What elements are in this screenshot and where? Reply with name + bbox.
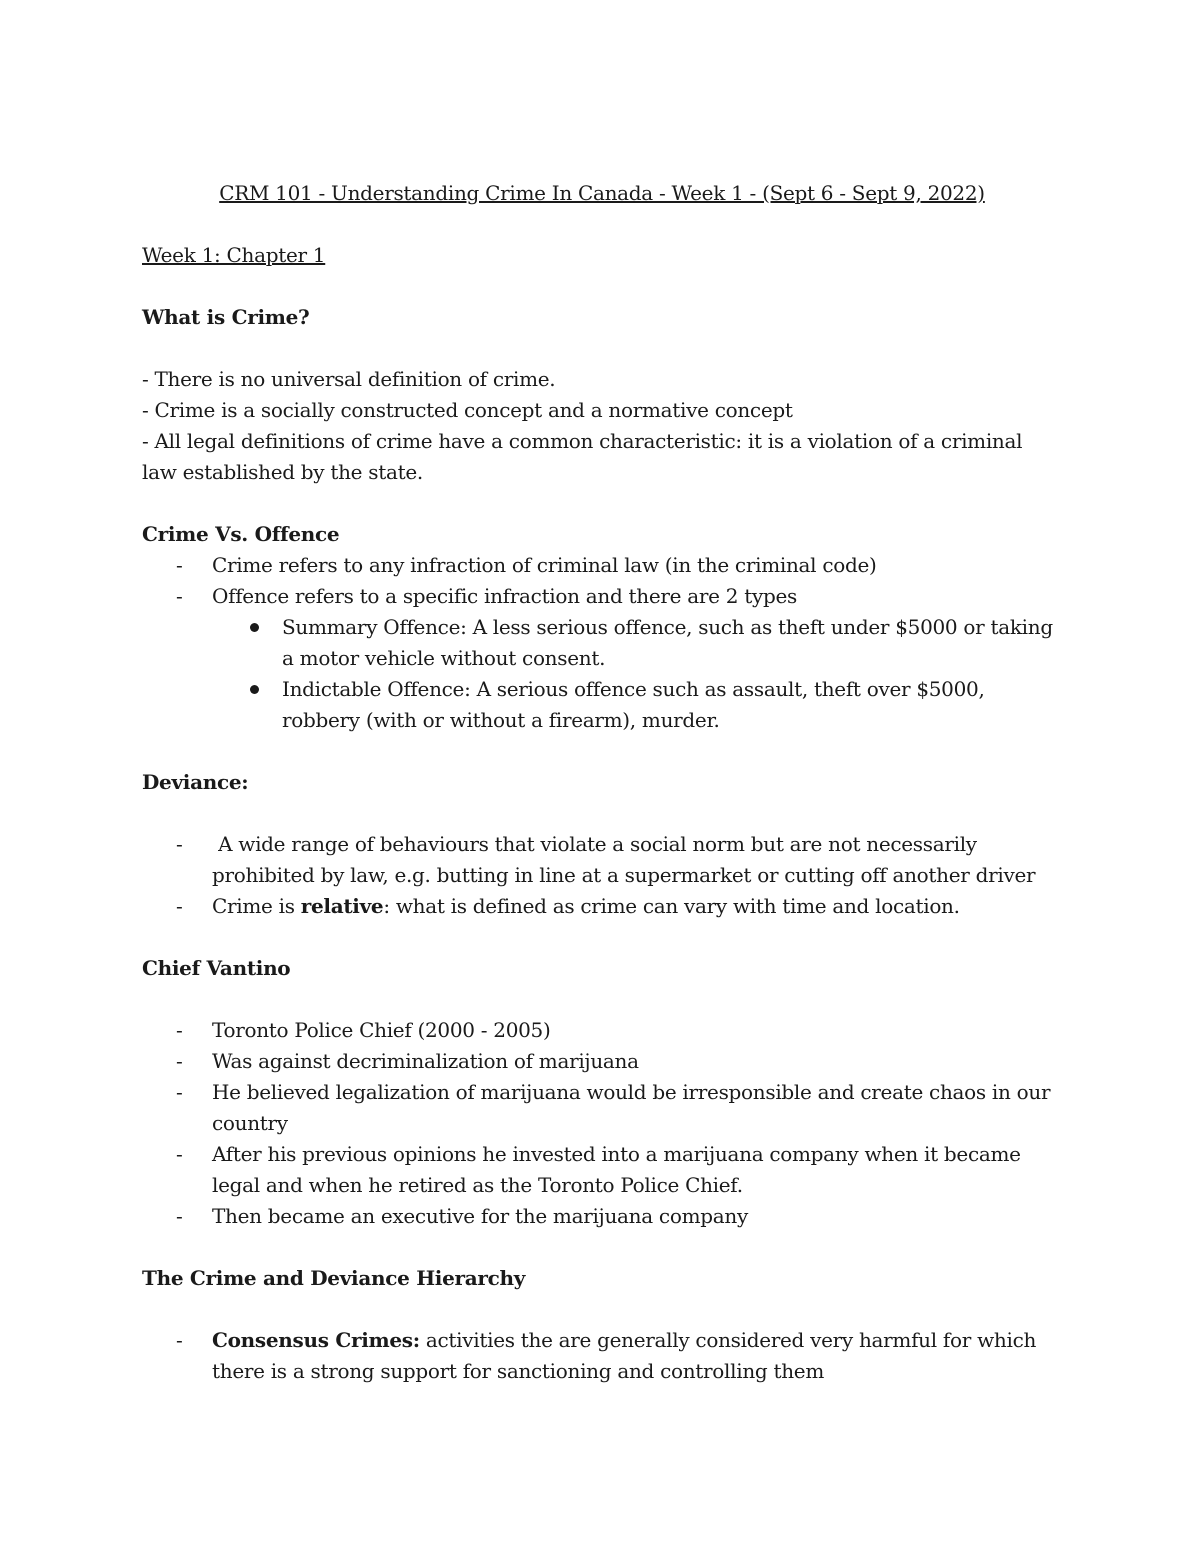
text-line: - There is no universal definition of crime. [142, 367, 556, 391]
list-item [142, 1046, 1062, 1077]
dash-list [142, 1325, 1062, 1387]
bullet-item [212, 674, 1062, 736]
dash-list [142, 829, 1062, 922]
dash-marker: - [176, 553, 183, 577]
list-item-text: Offence refers to a specific infraction and there are 2 types [212, 584, 797, 608]
document-page [142, 178, 1062, 1387]
section-heading-crime-vs-offence: Crime Vs. Offence [142, 522, 340, 546]
list-item-text-prefix: Crime is [212, 894, 301, 918]
dash-marker: - [176, 1204, 183, 1228]
bullet-list [212, 612, 1062, 736]
list-item [142, 1201, 1062, 1232]
dash-list [142, 1015, 1062, 1232]
list-item [142, 581, 1062, 736]
list-item [142, 1139, 1062, 1201]
section-heading-hierarchy: The Crime and Deviance Hierarchy [142, 1266, 526, 1290]
list-item-text: Crime refers to any infraction of criminal law (in the criminal code) [212, 553, 877, 577]
dash-marker: - [176, 1142, 183, 1166]
dash-marker: - [176, 894, 183, 918]
list-item [142, 1325, 1062, 1387]
section-heading-chief-vantino: Chief Vantino [142, 956, 291, 980]
list-item [142, 1077, 1062, 1139]
list-item-text-suffix: : what is defined as crime can vary with time and location. [383, 894, 960, 918]
text-line: - All legal definitions of crime have a common characteristic: it is a violation of a criminal law established by the state. [142, 429, 1023, 484]
bold-term: relative [300, 894, 384, 918]
list-item [142, 829, 1062, 891]
dash-marker: - [176, 1018, 183, 1042]
section-heading-what-is-crime: What is Crime? [142, 305, 310, 329]
text-line: - Crime is a socially constructed concept and a normative concept [142, 398, 793, 422]
bullet-item-text: Indictable Offence: A serious offence such as assault, theft over $5000, robbery (with or without a firearm), murder. [282, 677, 985, 732]
dash-marker: - [176, 832, 183, 856]
list-item [142, 1015, 1062, 1046]
dash-marker: - [176, 584, 183, 608]
list-item-text: He believed legalization of marijuana would be irresponsible and create chaos in our country [212, 1080, 1051, 1135]
dash-marker: - [176, 1049, 183, 1073]
dash-marker: - [176, 1080, 183, 1104]
bullet-dot-icon [250, 623, 259, 632]
list-item-text: A wide range of behaviours that violate a social norm but are not necessarily prohibited by law, e.g. butting in line at a supermarket or cutting off another driver [212, 832, 1036, 887]
dash-marker: - [176, 1328, 183, 1352]
list-item-text: activities the are generally considered very harmful for which there is a strong support for sanctioning and controlling them [212, 1328, 1043, 1383]
list-item-text: Then became an executive for the marijuana company [212, 1204, 748, 1228]
list-item-text: After his previous opinions he invested into a marijuana company when it became legal and when he retired as the Toronto Police Chief. [212, 1142, 1021, 1197]
document-title: CRM 101 - Understanding Crime In Canada - Week 1 - (Sept 6 - Sept 9, 2022) [219, 181, 985, 205]
bullet-item [212, 612, 1062, 674]
bullet-dot-icon [250, 685, 259, 694]
section-heading-deviance: Deviance: [142, 770, 249, 794]
bullet-item-text: Summary Offence: A less serious offence, such as theft under $5000 or taking a motor vehicle without consent. [282, 615, 1053, 670]
list-item [142, 891, 1062, 922]
list-item-text: Toronto Police Chief (2000 - 2005) [212, 1018, 551, 1042]
chapter-subtitle: Week 1: Chapter 1 [142, 243, 326, 267]
list-item-text: Was against decriminalization of marijuana [212, 1049, 639, 1073]
dash-list [142, 550, 1062, 736]
bold-term: Consensus Crimes: [212, 1328, 420, 1352]
list-item [142, 550, 1062, 581]
